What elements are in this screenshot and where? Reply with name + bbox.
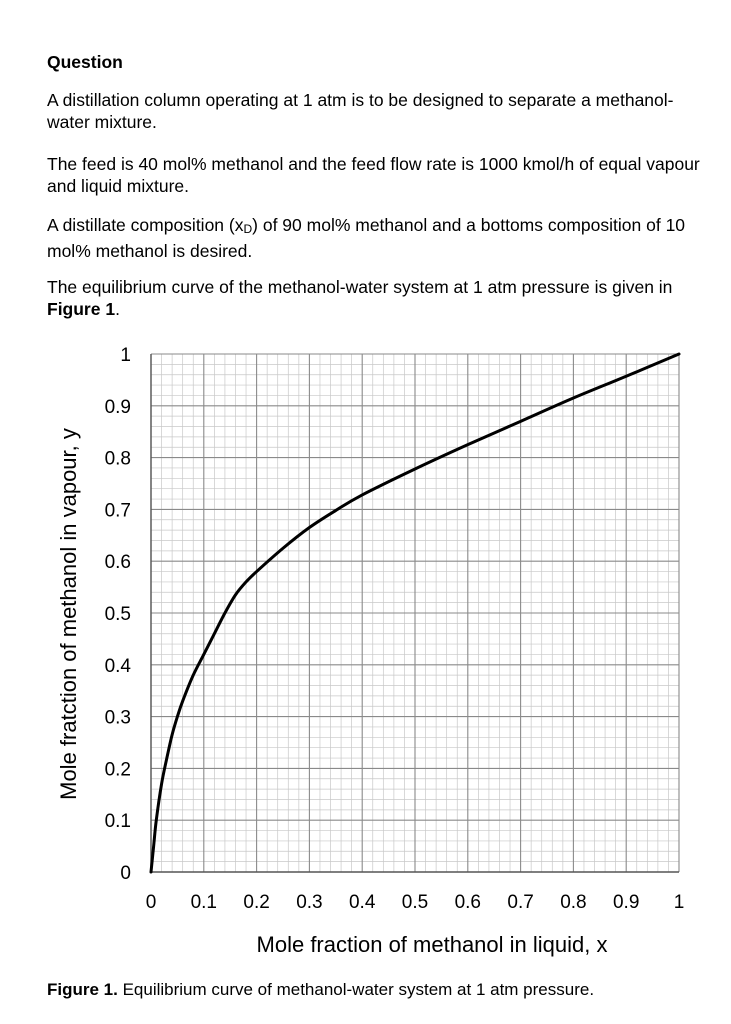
question-paragraph-4: [47, 276, 707, 320]
p4-figure-ref: Figure 1: [47, 299, 116, 319]
y-tick-label: 0: [120, 863, 131, 884]
x-tick-label: 0.6: [454, 892, 482, 913]
y-tick-label: 0.5: [104, 604, 131, 625]
x-tick-label: 0.1: [190, 892, 218, 913]
x-tick-label: 0.3: [296, 892, 323, 913]
p3-text-a: A distillate composition (x: [47, 215, 244, 235]
y-tick-label: 0.9: [104, 396, 131, 418]
equilibrium-chart: [0, 330, 731, 970]
x-tick-label: 0.5: [401, 892, 429, 913]
major-gridlines: [151, 354, 679, 872]
y-tick-label: 0.8: [104, 448, 131, 470]
question-paragraph-1: A distillation column operating at 1 atm is to be designed to separate a methanol-water mixture.: [47, 90, 674, 132]
x-tick-label: 0: [145, 892, 157, 913]
x-tick-label: 0.2: [243, 892, 270, 913]
x-tick-label: 0.9: [612, 892, 640, 913]
x-tick-labels: [146, 892, 685, 913]
y-tick-label: 0.2: [104, 759, 131, 781]
caption-label: Figure 1.: [47, 980, 118, 999]
question-paragraph-3: [47, 214, 707, 262]
p3-subscript: D: [243, 222, 253, 236]
y-tick-label: 0.1: [104, 811, 131, 833]
y-axis-label: Mole fratction of methanol in vapour, y: [56, 428, 81, 800]
y-tick-label: 0.7: [104, 500, 131, 522]
question-heading: Question: [47, 52, 123, 72]
x-tick-label: 0.7: [507, 892, 534, 913]
p4-text-b: .: [115, 299, 120, 319]
p4-text-a: The equilibrium curve of the methanol-water system at 1 atm pressure is given in: [47, 277, 673, 297]
y-tick-labels: [105, 345, 132, 884]
x-tick-label: 0.4: [348, 892, 376, 913]
x-axis-label: Mole fraction of methanol in liquid, x: [256, 932, 608, 957]
p3-text-b: ) of 90 mol% methanol and a bottoms composition of 10 mol% methanol is desired.: [47, 215, 686, 261]
caption-text: Equilibrium curve of methanol-water system at 1 atm pressure.: [117, 980, 595, 999]
y-tick-label: 1: [120, 345, 131, 366]
question-paragraph-2: The feed is 40 mol% methanol and the feed flow rate is 1000 kmol/h of equal vapour and liquid mixture.: [47, 154, 700, 196]
y-tick-label: 0.4: [104, 655, 131, 677]
y-tick-label: 0.6: [104, 552, 131, 574]
y-tick-label: 0.3: [104, 707, 131, 729]
x-tick-label: 1: [673, 892, 685, 913]
figure-caption: [47, 979, 594, 1001]
x-tick-label: 0.8: [560, 892, 587, 913]
